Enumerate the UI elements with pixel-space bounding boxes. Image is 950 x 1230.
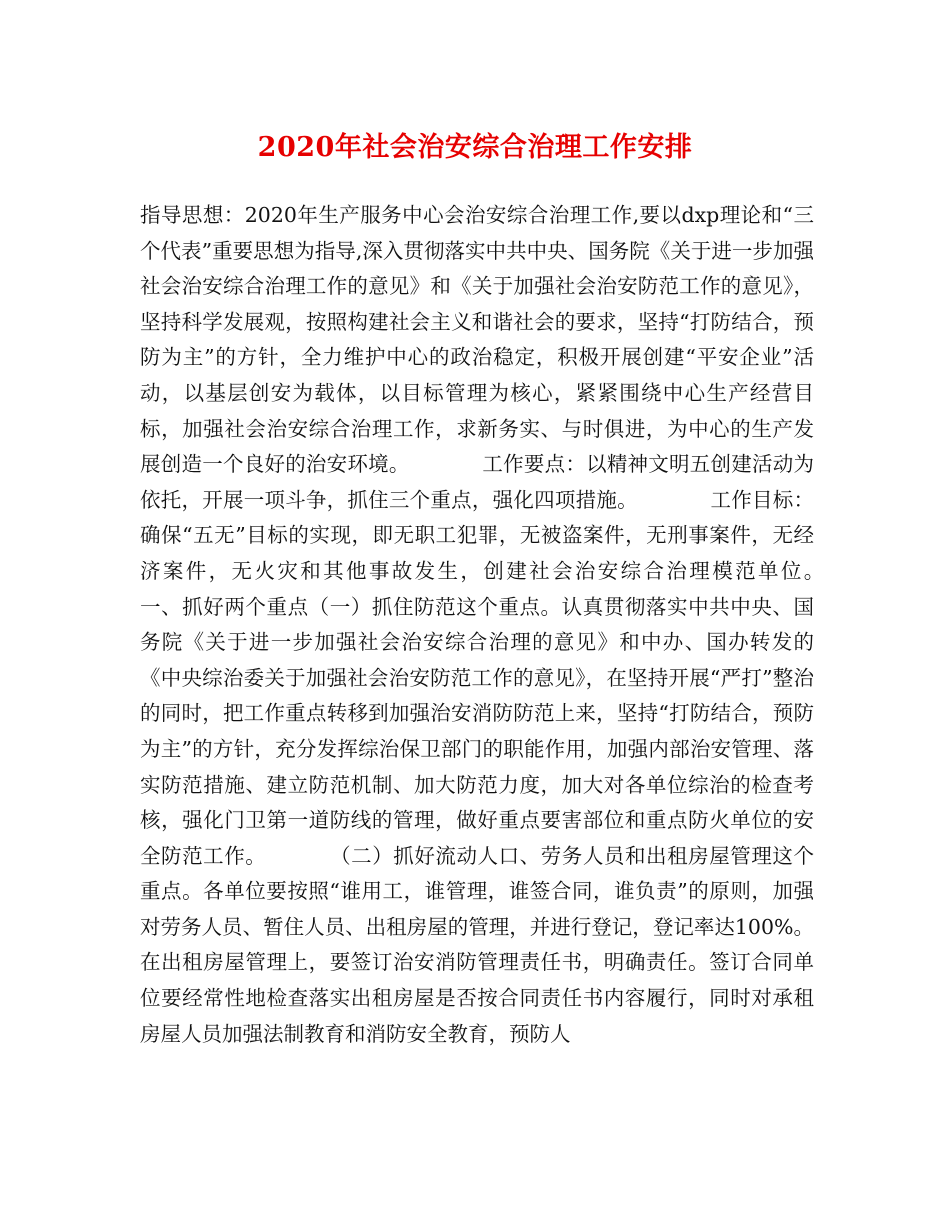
document-title: 2020年社会治安综合治理工作安排 — [257, 132, 693, 163]
body-paragraph: 指导思想：2020年生产服务中心会治安综合治理工作,要以dxp理论和“三个代表”重要思想为指导,深入贯彻落实中共中央、国务院《关于进一步加强社会治安综合治理工作的意见》和《关于加强社会治安防范工作的意见》，坚持科学发展观，按照构建社会主义和谐社会的要求，坚持“打防结合，预防为主”的方针，全力维护中心的政治稳定，积极开展创建“平安企业”活动，以基层创安为载体，以目标管理为核心，紧紧围绕中心生产经营目标，加强社会治安综合治理工作，求新务实、与时俱进，为中心的生产发展创造一个良好的治安环境。 工作要点：以精神文明五创建活动为依托，开展一项斗争，抓住三个重点，强化四项措施。 工作目标：确保“五无”目标的实现，即无职工犯罪，无被盗案件，无刑事案件，无经济案件，无火灾和其他事故发生，创建社会治安综合治理模范单位。 一、抓好两个重点（一）抓住防范这个重点。认真贯彻落实中共中央、国务院《关于进一步加强社会治安综合治理的意见》和中办、国办转发的《中央综治委关于加强社会治安防范工作的意见》，在坚持开展“严打”整治的同时，把工作重点转移到加强治安消防防范上来，坚持“打防结合，预防为主”的方针，充分发挥综治保卫部门的职能作用，加强内部治安管理、落实防范措施、建立防范机制、加大防范力度，加大对各单位综治的检查考核，强化门卫第一道防线的管理，做好重点要害部位和重点防火单位的安全防范工作。 （二）抓好流动人口、劳务人员和出租房屋管理这个重点。各单位要按照“谁用工，谁管理，谁签合同，谁负责”的原则，加强对劳务人员、暂住人员、出租房屋的管理，并进行登记，登记率达100%。在出租房屋管理上，要签订治安消防管理责任书，明确责任。签订合同单位要经常性地检查落实出租房屋是否按合同责任书内容履行，同时对承租房屋人员加强法制教育和消防安全教育，预防人 — [140, 203, 896, 1046]
document-body — [140, 198, 896, 1052]
